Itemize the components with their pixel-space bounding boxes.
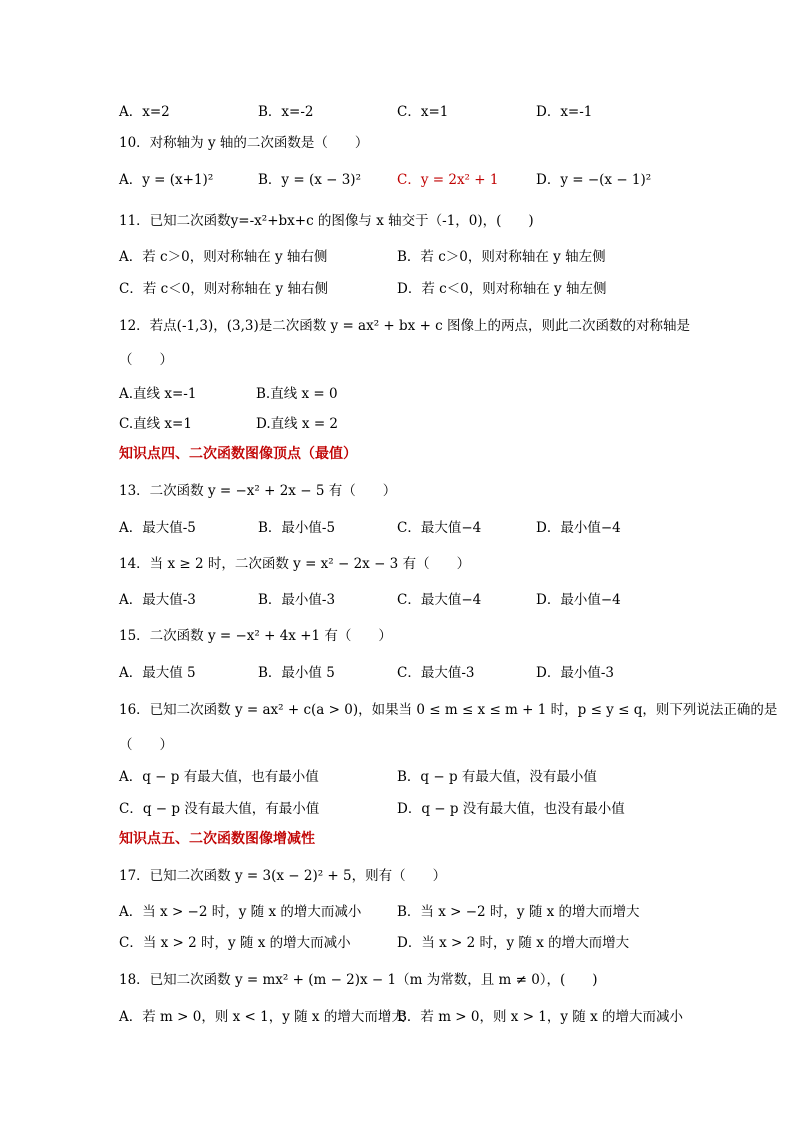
q18-stem: 18．已知二次函数 y = mx² + (m − 2)x − 1（m 为常数，且 m ≠ 0），( ) — [119, 972, 598, 988]
q16-option-b: B．q − p 有最大值，没有最小值 — [397, 769, 597, 785]
q16-stem-cont: （ ） — [119, 737, 173, 753]
q12-option-c: C.直线 x=1 — [119, 416, 192, 432]
q13-option-d: D．最小值−4 — [536, 520, 621, 536]
q14-option-a: A．最大值-3 — [119, 592, 196, 608]
q14-stem: 14．当 x ≥ 2 时，二次函数 y = x² − 2x − 3 有（ ） — [119, 556, 471, 572]
q13-option-b: B．最小值-5 — [258, 520, 336, 536]
q12-option-a: A.直线 x=-1 — [119, 386, 197, 402]
q12-stem-cont: （ ） — [119, 352, 173, 368]
q17-stem: 17．已知二次函数 y = 3(x − 2)² + 5，则有（ ） — [119, 868, 447, 884]
q14-option-c: C．最大值−4 — [397, 592, 482, 608]
q13-stem: 13．二次函数 y = −x² + 2x − 5 有（ ） — [119, 483, 397, 499]
q12-option-b: B.直线 x = 0 — [256, 386, 338, 402]
q18-option-a: A．若 m > 0，则 x < 1，y 随 x 的增大而增大 — [119, 1009, 405, 1025]
q18-option-b: B．若 m > 0，则 x > 1，y 随 x 的增大而减小 — [397, 1009, 683, 1025]
section-heading-5: 知识点五、二次函数图像增减性 — [119, 831, 315, 847]
q11-option-c: C．若 c＜0，则对称轴在 y 轴右侧 — [119, 281, 328, 297]
q15-option-a: A．最大值 5 — [119, 665, 196, 681]
q9-option-b: B．x=-2 — [258, 104, 314, 120]
q15-option-b: B．最小值 5 — [258, 665, 335, 681]
q15-option-d: D．最小值-3 — [536, 665, 614, 681]
q16-option-a: A．q − p 有最大值，也有最小值 — [119, 769, 319, 785]
q16-option-d: D．q − p 没有最大值，也没有最小值 — [397, 801, 625, 817]
q12-option-d: D.直线 x = 2 — [256, 416, 339, 432]
q13-option-a: A．最大值-5 — [119, 520, 196, 536]
q10-option-d: D．y = −(x − 1)² — [536, 172, 652, 188]
q11-option-d: D．若 c＜0，则对称轴在 y 轴左侧 — [397, 281, 607, 297]
q17-option-c: C．当 x > 2 时，y 随 x 的增大而减小 — [119, 935, 351, 951]
q17-option-a: A．当 x > −2 时，y 随 x 的增大而减小 — [119, 904, 362, 920]
q9-option-c: C．x=1 — [397, 104, 449, 120]
q11-stem: 11．已知二次函数y=-x²+bx+c 的图像与 x 轴交于（-1，0)，( ) — [119, 213, 534, 229]
section-heading-4: 知识点四、二次函数图像顶点（最值） — [119, 446, 357, 462]
q10-option-c: C．y = 2x² + 1 — [397, 172, 499, 188]
q13-option-c: C．最大值−4 — [397, 520, 482, 536]
q15-stem: 15．二次函数 y = −x² + 4x +1 有（ ） — [119, 628, 392, 644]
q12-stem: 12．若点(-1,3)，(3,3)是二次函数 y = ax² + bx + c 图像上的两点，则此二次函数的对称轴是 — [119, 318, 691, 334]
q10-option-a: A．y = (x+1)² — [119, 172, 214, 188]
q17-option-d: D．当 x > 2 时，y 随 x 的增大而增大 — [397, 935, 630, 951]
q9-option-d: D．x=-1 — [536, 104, 593, 120]
q17-option-b: B．当 x > −2 时，y 随 x 的增大而增大 — [397, 904, 640, 920]
q9-option-a: A．x=2 — [119, 104, 170, 120]
q14-option-b: B．最小值-3 — [258, 592, 336, 608]
q10-option-b: B．y = (x − 3)² — [258, 172, 361, 188]
q10-stem: 10．对称轴为 y 轴的二次函数是（ ） — [119, 135, 369, 151]
q16-stem: 16．已知二次函数 y = ax² + c(a > 0)，如果当 0 ≤ m ≤ x ≤ m + 1 时，p ≤ y ≤ q，则下列说法正确的是 — [119, 702, 778, 718]
q15-option-c: C．最大值-3 — [397, 665, 475, 681]
q16-option-c: C．q − p 没有最大值，有最小值 — [119, 801, 320, 817]
q11-option-b: B．若 c＞0，则对称轴在 y 轴左侧 — [397, 249, 606, 265]
q14-option-d: D．最小值−4 — [536, 592, 621, 608]
q11-option-a: A．若 c＞0，则对称轴在 y 轴右侧 — [119, 249, 328, 265]
